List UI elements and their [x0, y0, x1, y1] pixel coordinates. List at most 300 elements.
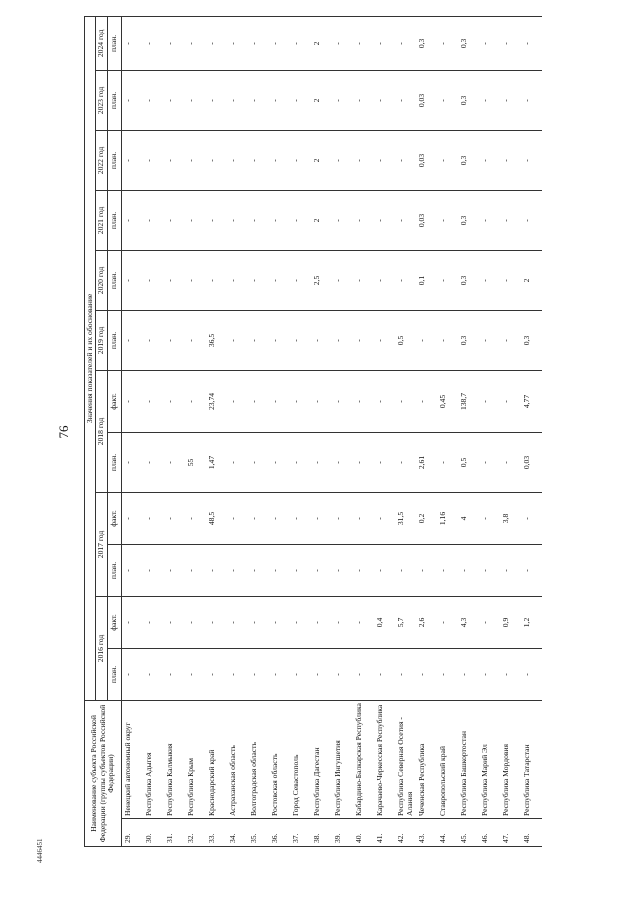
- value-cell: 55: [185, 432, 206, 492]
- header-subcol: план.: [107, 70, 121, 130]
- value-cell: -: [269, 492, 290, 544]
- value-cell: -: [479, 648, 500, 700]
- value-cell: -: [353, 190, 374, 250]
- value-cell: -: [227, 370, 248, 432]
- value-cell: -: [416, 310, 437, 370]
- row-number: 30.: [143, 819, 164, 847]
- row-number: 45.: [458, 819, 479, 847]
- value-cell: -: [521, 492, 542, 544]
- value-cell: 4,3: [458, 596, 479, 648]
- value-cell: -: [395, 432, 416, 492]
- value-cell: -: [521, 544, 542, 596]
- value-cell: 2,6: [416, 596, 437, 648]
- value-cell: -: [353, 596, 374, 648]
- subject-name: Чеченская Республика: [416, 700, 437, 818]
- table-row: [227, 16, 248, 846]
- value-cell: -: [143, 190, 164, 250]
- value-cell: -: [269, 16, 290, 70]
- value-cell: -: [185, 544, 206, 596]
- table-row: [374, 16, 395, 846]
- value-cell: -: [227, 648, 248, 700]
- value-cell: -: [248, 544, 269, 596]
- value-cell: -: [332, 648, 353, 700]
- value-cell: -: [374, 70, 395, 130]
- value-cell: -: [290, 492, 311, 544]
- value-cell: -: [248, 16, 269, 70]
- page-number: 76: [56, 425, 71, 439]
- value-cell: -: [121, 190, 143, 250]
- header-subcol: план.: [107, 16, 121, 70]
- value-cell: -: [143, 648, 164, 700]
- value-cell: -: [248, 70, 269, 130]
- value-cell: -: [143, 432, 164, 492]
- row-number: 41.: [374, 819, 395, 847]
- value-cell: -: [416, 370, 437, 432]
- subject-name: Ростовская область: [269, 700, 290, 818]
- table-row: [395, 16, 416, 846]
- value-cell: -: [395, 16, 416, 70]
- subject-name: Республика Крым: [185, 700, 206, 818]
- value-cell: -: [206, 16, 227, 70]
- value-cell: -: [164, 596, 185, 648]
- value-cell: -: [374, 370, 395, 432]
- value-cell: 0,5: [395, 310, 416, 370]
- table-row: [500, 16, 521, 846]
- value-cell: -: [458, 648, 479, 700]
- value-cell: -: [290, 70, 311, 130]
- table-row: [458, 16, 479, 846]
- header-subcol: план.: [107, 432, 121, 492]
- value-cell: -: [206, 596, 227, 648]
- value-cell: -: [521, 130, 542, 190]
- value-cell: -: [164, 432, 185, 492]
- header-year: 2023 год: [96, 70, 107, 130]
- value-cell: 0,2: [416, 492, 437, 544]
- value-cell: -: [290, 310, 311, 370]
- value-cell: 4: [458, 492, 479, 544]
- table-row: [290, 16, 311, 846]
- value-cell: -: [311, 492, 332, 544]
- value-cell: -: [500, 370, 521, 432]
- value-cell: -: [206, 130, 227, 190]
- table-header: [85, 16, 122, 846]
- value-cell: -: [311, 544, 332, 596]
- value-cell: -: [290, 190, 311, 250]
- value-cell: -: [395, 130, 416, 190]
- value-cell: -: [479, 250, 500, 310]
- row-number: 29.: [121, 819, 143, 847]
- value-cell: -: [227, 544, 248, 596]
- table-row: [269, 16, 290, 846]
- value-cell: -: [500, 544, 521, 596]
- value-cell: -: [311, 370, 332, 432]
- subject-name: Республика Башкортостан: [458, 700, 479, 818]
- value-cell: -: [164, 370, 185, 432]
- value-cell: -: [479, 370, 500, 432]
- value-cell: -: [269, 310, 290, 370]
- value-cell: -: [185, 648, 206, 700]
- value-cell: -: [332, 544, 353, 596]
- value-cell: -: [269, 190, 290, 250]
- row-number: 31.: [164, 819, 185, 847]
- header-year: 2020 год: [96, 250, 107, 310]
- value-cell: 2: [311, 16, 332, 70]
- value-cell: -: [500, 130, 521, 190]
- value-cell: -: [353, 370, 374, 432]
- value-cell: -: [395, 70, 416, 130]
- value-cell: -: [121, 596, 143, 648]
- header-values-title: Значения показателей и их обоснование: [85, 16, 96, 700]
- value-cell: -: [269, 596, 290, 648]
- value-cell: -: [332, 492, 353, 544]
- value-cell: -: [332, 250, 353, 310]
- value-cell: -: [248, 310, 269, 370]
- value-cell: -: [395, 648, 416, 700]
- value-cell: -: [143, 16, 164, 70]
- value-cell: 0,3: [458, 190, 479, 250]
- table-row: [311, 16, 332, 846]
- row-number: 48.: [521, 819, 542, 847]
- value-cell: -: [121, 250, 143, 310]
- value-cell: 0,45: [437, 370, 458, 432]
- value-cell: -: [227, 596, 248, 648]
- value-cell: -: [374, 492, 395, 544]
- value-cell: 0,3: [458, 250, 479, 310]
- header-subcol: план.: [107, 130, 121, 190]
- subject-name: Республика Татарстан: [521, 700, 542, 818]
- row-number: 34.: [227, 819, 248, 847]
- value-cell: -: [332, 16, 353, 70]
- value-cell: -: [164, 492, 185, 544]
- value-cell: -: [206, 190, 227, 250]
- value-cell: 1,47: [206, 432, 227, 492]
- value-cell: -: [500, 648, 521, 700]
- value-cell: -: [185, 250, 206, 310]
- subject-name: Астраханская область: [227, 700, 248, 818]
- value-cell: 0,03: [521, 432, 542, 492]
- value-cell: -: [500, 70, 521, 130]
- value-cell: -: [121, 16, 143, 70]
- value-cell: -: [437, 544, 458, 596]
- value-cell: -: [332, 370, 353, 432]
- value-cell: 0,03: [416, 190, 437, 250]
- value-cell: -: [395, 250, 416, 310]
- value-cell: -: [437, 190, 458, 250]
- header-year: 2024 год: [96, 16, 107, 70]
- value-cell: -: [437, 310, 458, 370]
- value-cell: 0,3: [458, 130, 479, 190]
- value-cell: -: [121, 130, 143, 190]
- value-cell: 4,77: [521, 370, 542, 432]
- value-cell: -: [206, 648, 227, 700]
- indicators-table: [84, 16, 542, 847]
- row-number: 40.: [353, 819, 374, 847]
- table-row: [164, 16, 185, 846]
- value-cell: -: [311, 648, 332, 700]
- value-cell: -: [500, 16, 521, 70]
- value-cell: 2: [311, 70, 332, 130]
- value-cell: -: [437, 648, 458, 700]
- value-cell: -: [500, 432, 521, 492]
- value-cell: -: [395, 190, 416, 250]
- value-cell: -: [437, 70, 458, 130]
- value-cell: -: [500, 310, 521, 370]
- value-cell: -: [269, 648, 290, 700]
- header-year: 2019 год: [96, 310, 107, 370]
- value-cell: -: [269, 432, 290, 492]
- value-cell: -: [437, 130, 458, 190]
- header-subcol: план.: [107, 544, 121, 596]
- value-cell: -: [164, 16, 185, 70]
- row-number: 47.: [500, 819, 521, 847]
- row-number: 37.: [290, 819, 311, 847]
- value-cell: 2,5: [311, 250, 332, 310]
- table-row: [437, 16, 458, 846]
- value-cell: -: [437, 250, 458, 310]
- value-cell: -: [479, 596, 500, 648]
- header-year: 2021 год: [96, 190, 107, 250]
- table-row: [332, 16, 353, 846]
- value-cell: 138,7: [458, 370, 479, 432]
- value-cell: -: [248, 190, 269, 250]
- value-cell: -: [311, 310, 332, 370]
- value-cell: -: [374, 16, 395, 70]
- value-cell: -: [248, 130, 269, 190]
- value-cell: -: [374, 432, 395, 492]
- row-number: 36.: [269, 819, 290, 847]
- value-cell: -: [269, 250, 290, 310]
- value-cell: -: [353, 250, 374, 310]
- value-cell: -: [269, 70, 290, 130]
- value-cell: -: [185, 370, 206, 432]
- value-cell: -: [353, 648, 374, 700]
- value-cell: -: [416, 648, 437, 700]
- value-cell: 0,9: [500, 596, 521, 648]
- value-cell: -: [437, 432, 458, 492]
- value-cell: -: [332, 190, 353, 250]
- rotated-page: [56, 17, 604, 847]
- value-cell: 36,5: [206, 310, 227, 370]
- value-cell: -: [248, 596, 269, 648]
- subject-name: Республика Дагестан: [311, 700, 332, 818]
- value-cell: 0,1: [416, 250, 437, 310]
- value-cell: -: [521, 190, 542, 250]
- value-cell: 48,5: [206, 492, 227, 544]
- value-cell: 0,3: [521, 310, 542, 370]
- value-cell: -: [248, 432, 269, 492]
- value-cell: -: [227, 250, 248, 310]
- value-cell: -: [206, 70, 227, 130]
- value-cell: -: [185, 190, 206, 250]
- row-number: 35.: [248, 819, 269, 847]
- table-row: [353, 16, 374, 846]
- header-subcol: факт.: [107, 492, 121, 544]
- header-subject-name: Наименование субъекта Российской Федерации (группы субъектов Российской Федерации): [85, 700, 122, 846]
- value-cell: -: [143, 70, 164, 130]
- value-cell: 0,3: [416, 16, 437, 70]
- value-cell: -: [164, 70, 185, 130]
- subject-name: Республика Марий Эл: [479, 700, 500, 818]
- table-body: [121, 16, 542, 846]
- value-cell: -: [437, 596, 458, 648]
- header-subcol: план.: [107, 190, 121, 250]
- value-cell: -: [479, 70, 500, 130]
- value-cell: -: [185, 310, 206, 370]
- value-cell: -: [164, 250, 185, 310]
- value-cell: -: [479, 544, 500, 596]
- value-cell: -: [374, 130, 395, 190]
- value-cell: -: [353, 492, 374, 544]
- value-cell: -: [121, 492, 143, 544]
- value-cell: -: [185, 70, 206, 130]
- row-number: 33.: [206, 819, 227, 847]
- value-cell: -: [290, 432, 311, 492]
- value-cell: -: [143, 310, 164, 370]
- value-cell: 2,61: [416, 432, 437, 492]
- value-cell: -: [332, 310, 353, 370]
- row-number: 32.: [185, 819, 206, 847]
- row-number: 39.: [332, 819, 353, 847]
- value-cell: -: [374, 544, 395, 596]
- subject-name: Республика Северная Осетия - Алания: [395, 700, 416, 818]
- value-cell: -: [290, 596, 311, 648]
- value-cell: -: [353, 432, 374, 492]
- table-row: [121, 16, 143, 846]
- value-cell: -: [500, 250, 521, 310]
- value-cell: -: [374, 190, 395, 250]
- value-cell: -: [374, 310, 395, 370]
- value-cell: -: [143, 130, 164, 190]
- value-cell: -: [290, 370, 311, 432]
- value-cell: -: [290, 544, 311, 596]
- value-cell: -: [521, 648, 542, 700]
- value-cell: -: [143, 370, 164, 432]
- value-cell: -: [143, 492, 164, 544]
- value-cell: -: [248, 648, 269, 700]
- table-row: [479, 16, 500, 846]
- header-subcol: факт.: [107, 370, 121, 432]
- value-cell: -: [332, 130, 353, 190]
- header-subcol: план.: [107, 310, 121, 370]
- value-cell: -: [395, 370, 416, 432]
- value-cell: -: [164, 190, 185, 250]
- header-year: 2017 год: [96, 492, 107, 596]
- subject-name: Город Севастополь: [290, 700, 311, 818]
- value-cell: -: [121, 370, 143, 432]
- value-cell: -: [332, 432, 353, 492]
- value-cell: -: [248, 370, 269, 432]
- value-cell: -: [143, 596, 164, 648]
- subject-name: Ненецкий автономный округ: [121, 700, 143, 818]
- row-number: 44.: [437, 819, 458, 847]
- value-cell: -: [185, 596, 206, 648]
- value-cell: -: [227, 190, 248, 250]
- value-cell: -: [479, 190, 500, 250]
- value-cell: -: [353, 130, 374, 190]
- value-cell: -: [521, 16, 542, 70]
- value-cell: 0,03: [416, 70, 437, 130]
- document-stamp: 4446451: [36, 838, 44, 863]
- value-cell: -: [185, 130, 206, 190]
- value-cell: -: [521, 70, 542, 130]
- header-year: 2018 год: [96, 370, 107, 492]
- row-number: 46.: [479, 819, 500, 847]
- value-cell: 5,7: [395, 596, 416, 648]
- value-cell: -: [164, 648, 185, 700]
- value-cell: -: [269, 370, 290, 432]
- table-row: [143, 16, 164, 846]
- value-cell: -: [143, 250, 164, 310]
- value-cell: -: [185, 16, 206, 70]
- value-cell: -: [479, 492, 500, 544]
- value-cell: -: [437, 16, 458, 70]
- value-cell: -: [332, 596, 353, 648]
- subject-name: Краснодарский край: [206, 700, 227, 818]
- value-cell: -: [374, 648, 395, 700]
- value-cell: -: [290, 250, 311, 310]
- value-cell: 3,8: [500, 492, 521, 544]
- value-cell: 31,5: [395, 492, 416, 544]
- value-cell: -: [479, 310, 500, 370]
- value-cell: 1,16: [437, 492, 458, 544]
- value-cell: -: [311, 432, 332, 492]
- value-cell: -: [121, 544, 143, 596]
- value-cell: -: [227, 130, 248, 190]
- value-cell: 0,03: [416, 130, 437, 190]
- subject-name: Республика Калмыкия: [164, 700, 185, 818]
- subject-name: Ставропольский край: [437, 700, 458, 818]
- value-cell: -: [416, 544, 437, 596]
- subject-name: Кабардино-Балкарская Республика: [353, 700, 374, 818]
- value-cell: 0,3: [458, 310, 479, 370]
- value-cell: -: [332, 70, 353, 130]
- value-cell: -: [164, 310, 185, 370]
- value-cell: -: [353, 310, 374, 370]
- value-cell: -: [206, 544, 227, 596]
- value-cell: 2: [311, 130, 332, 190]
- value-cell: -: [500, 190, 521, 250]
- value-cell: -: [479, 16, 500, 70]
- value-cell: -: [164, 130, 185, 190]
- value-cell: 2: [311, 190, 332, 250]
- value-cell: -: [227, 432, 248, 492]
- value-cell: 0,3: [458, 70, 479, 130]
- value-cell: -: [227, 70, 248, 130]
- value-cell: -: [290, 130, 311, 190]
- header-year: 2016 год: [96, 596, 107, 700]
- value-cell: -: [227, 492, 248, 544]
- header-subcol: план.: [107, 250, 121, 310]
- subject-name: Республика Ингушетия: [332, 700, 353, 818]
- value-cell: -: [479, 432, 500, 492]
- value-cell: -: [248, 492, 269, 544]
- row-number: 43.: [416, 819, 437, 847]
- value-cell: 0,3: [458, 16, 479, 70]
- value-cell: -: [121, 648, 143, 700]
- value-cell: -: [374, 250, 395, 310]
- subject-name: Республика Адыгея: [143, 700, 164, 818]
- value-cell: -: [121, 70, 143, 130]
- row-number: 38.: [311, 819, 332, 847]
- value-cell: -: [395, 544, 416, 596]
- value-cell: -: [458, 544, 479, 596]
- table-row: [185, 16, 206, 846]
- value-cell: -: [227, 310, 248, 370]
- row-number: 42.: [395, 819, 416, 847]
- value-cell: 0,5: [458, 432, 479, 492]
- table-row: [521, 16, 542, 846]
- value-cell: 1,2: [521, 596, 542, 648]
